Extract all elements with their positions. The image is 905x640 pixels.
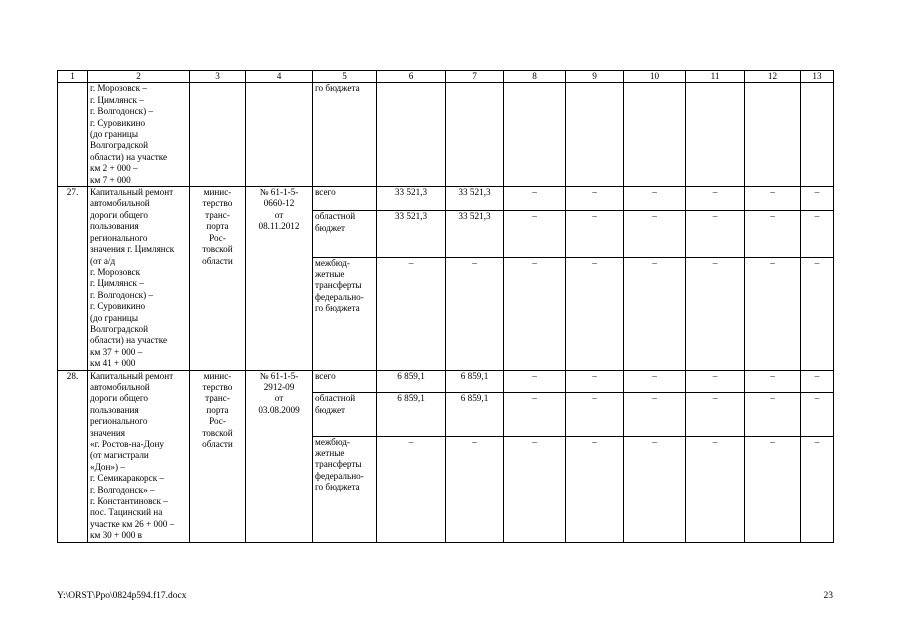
value-col-6: 6 859,1: [377, 370, 446, 393]
text-line: областной: [315, 393, 356, 404]
value-col-12: –: [745, 436, 801, 542]
text-line: терство: [202, 198, 233, 209]
value-col-8: –: [504, 436, 566, 542]
text-line: 2912-09: [263, 381, 295, 392]
text-line: Капитальный ремонт: [90, 187, 174, 198]
value-col-8: –: [504, 257, 566, 370]
object-name-cell: [88, 187, 190, 371]
text-line: км 30 + 000 в: [90, 530, 142, 541]
value-col-10: –: [624, 370, 686, 393]
text-line: порта: [206, 404, 229, 415]
header-cell-10: 10: [624, 71, 686, 83]
value-col-6: 33 521,3: [377, 187, 446, 211]
text-line: км 2 + 000 –: [90, 163, 138, 174]
header-cell-6: 6: [377, 71, 446, 83]
header-cell-12: 12: [745, 71, 801, 83]
object-name-cell: [88, 83, 190, 187]
header-cell-11: 11: [686, 71, 745, 83]
text-line: областной: [315, 211, 356, 222]
header-row: [58, 71, 834, 83]
value-col-13: –: [801, 211, 834, 257]
table-row: [58, 187, 834, 211]
text-line: (до границы: [90, 312, 138, 323]
text-line: № 61-1-5-: [259, 187, 299, 198]
value-cell: [446, 83, 504, 187]
text-line: Рос-: [209, 416, 226, 427]
funding-source-label: [313, 436, 377, 542]
value-col-6: –: [377, 436, 446, 542]
text-line: г. Волгодонск) –: [90, 106, 154, 117]
table-row: [58, 370, 834, 393]
text-line: трансферты: [315, 459, 362, 470]
value-col-10: –: [624, 211, 686, 257]
value-col-10: –: [624, 257, 686, 370]
text-line: минис-: [203, 370, 232, 381]
value-col-9: –: [566, 393, 624, 436]
value-cell: [801, 83, 834, 187]
text-line: области) на участке: [90, 335, 168, 346]
text-line: 03.08.2009: [258, 404, 300, 415]
value-col-12: –: [745, 187, 801, 211]
text-line: го бюджета: [315, 303, 360, 314]
text-line: Волгоградской: [90, 140, 149, 151]
text-line: пользования: [90, 404, 139, 415]
funding-source-label: [313, 211, 377, 257]
text-line: км 7 + 000: [90, 174, 131, 185]
text-line: г. Суровикино: [90, 117, 146, 128]
footer-page-number: 23: [823, 591, 833, 601]
text-line: порта: [206, 221, 229, 232]
footer-file-path: Y:\ORST\Ppo\0824p594.f17.docx: [57, 591, 187, 601]
value-col-6: 6 859,1: [377, 393, 446, 436]
text-line: «Дон») –: [90, 461, 125, 472]
text-line: дороги общего: [90, 393, 148, 404]
text-line: от: [274, 393, 284, 404]
row-number: 28.: [58, 370, 88, 542]
value-col-11: –: [686, 187, 745, 211]
text-line: значения: [90, 427, 126, 438]
text-line: г. Морозовск –: [90, 83, 147, 94]
text-line: км 41 + 000: [90, 358, 136, 369]
text-line: терство: [202, 381, 233, 392]
object-name-cell: [88, 370, 190, 542]
value-col-7: 6 859,1: [446, 393, 504, 436]
value-col-12: –: [745, 211, 801, 257]
value-col-9: –: [566, 257, 624, 370]
text-line: участке км 26 + 000 –: [90, 518, 175, 529]
text-line: межбюд-: [315, 257, 350, 268]
text-line: г. Цимлянск –: [90, 94, 144, 105]
text-line: № 61-1-5-: [259, 370, 299, 381]
value-col-7: –: [446, 257, 504, 370]
text-line: Капитальный ремонт: [90, 370, 174, 381]
row-number: 27.: [58, 187, 88, 371]
value-cell: [624, 83, 686, 187]
document-cell: [246, 83, 313, 187]
value-col-7: 6 859,1: [446, 370, 504, 393]
text-line: г. Суровикино: [90, 301, 146, 312]
value-col-8: –: [504, 393, 566, 436]
value-col-13: –: [801, 187, 834, 211]
text-line: км 37 + 000 –: [90, 346, 143, 357]
value-col-10: –: [624, 393, 686, 436]
text-line: трансферты: [315, 280, 362, 291]
value-col-8: –: [504, 211, 566, 257]
value-col-10: –: [624, 436, 686, 542]
text-line: жетные: [315, 448, 345, 459]
text-line: дороги общего: [90, 209, 148, 220]
ministry-cell: [190, 83, 246, 187]
budget-table: [57, 70, 834, 543]
funding-source-label: [313, 187, 377, 211]
text-line: автомобильной: [90, 381, 150, 392]
value-col-9: –: [566, 370, 624, 393]
header-cell-5: 5: [313, 71, 377, 83]
funding-source-label: [313, 370, 377, 393]
text-line: г. Волгодонск) –: [90, 289, 154, 300]
text-line: 0660-12: [263, 198, 295, 209]
value-col-11: –: [686, 393, 745, 436]
value-col-11: –: [686, 436, 745, 542]
text-line: транс-: [205, 393, 230, 404]
value-col-13: –: [801, 393, 834, 436]
value-col-8: –: [504, 370, 566, 393]
text-line: автомобильной: [90, 198, 150, 209]
funding-source-label: [313, 393, 377, 436]
text-line: (от а/д: [90, 255, 116, 266]
text-line: значения г. Цимлянск: [90, 244, 175, 255]
text-line: «г. Ростов-на-Дону: [90, 439, 165, 449]
value-col-12: –: [745, 257, 801, 370]
text-line: г. Константиновск –: [90, 496, 168, 507]
value-col-9: –: [566, 436, 624, 542]
value-cell: [745, 83, 801, 187]
value-col-7: 33 521,3: [446, 187, 504, 211]
text-line: бюджет: [315, 222, 346, 233]
value-col-6: –: [377, 257, 446, 370]
text-line: транс-: [205, 209, 230, 220]
value-cell: [504, 83, 566, 187]
text-line: федерально-: [315, 470, 364, 481]
header-cell-1: 1: [58, 71, 88, 83]
text-line: от: [274, 209, 284, 220]
text-line: всего: [315, 187, 336, 198]
ministry-cell: [190, 187, 246, 371]
text-line: Волгоградской: [90, 323, 149, 334]
text-line: го бюджета: [315, 482, 360, 493]
header-cell-4: 4: [246, 71, 313, 83]
header-cell-13: 13: [801, 71, 834, 83]
document-cell: [246, 370, 313, 542]
ministry-cell: [190, 370, 246, 542]
text-line: регионального: [90, 232, 148, 243]
value-col-13: –: [801, 257, 834, 370]
text-line: товской: [202, 244, 233, 255]
value-col-7: –: [446, 436, 504, 542]
row-number-cell: [58, 83, 88, 187]
continued-row: [58, 83, 834, 187]
text-line: г. Цимлянск –: [90, 278, 144, 289]
header-cell-7: 7: [446, 71, 504, 83]
value-col-8: –: [504, 187, 566, 211]
text-line: бюджет: [315, 404, 346, 415]
value-col-9: –: [566, 211, 624, 257]
header-cell-3: 3: [190, 71, 246, 83]
text-line: регионального: [90, 416, 148, 427]
text-line: пользования: [90, 221, 139, 232]
value-col-12: –: [745, 393, 801, 436]
text-line: области: [202, 255, 233, 266]
value-cell: [566, 83, 624, 187]
value-col-13: –: [801, 436, 834, 542]
text-line: минис-: [203, 187, 232, 198]
value-col-9: –: [566, 187, 624, 211]
value-col-10: –: [624, 187, 686, 211]
source-cell: го бюджета: [313, 83, 377, 187]
text-line: Рос-: [209, 232, 226, 243]
value-col-12: –: [745, 370, 801, 393]
document-cell: [246, 187, 313, 371]
text-line: жетные: [315, 268, 345, 279]
header-cell-2: 2: [88, 71, 190, 83]
value-cell: [377, 83, 446, 187]
value-col-11: –: [686, 211, 745, 257]
text-line: г. Морозовск: [90, 266, 141, 277]
text-line: области) на участке: [90, 151, 168, 162]
text-line: товской: [202, 427, 233, 438]
text-line: 08.11.2012: [258, 221, 300, 232]
funding-source-label: [313, 257, 377, 370]
value-col-6: 33 521,3: [377, 211, 446, 257]
text-line: пос. Тацинский на: [90, 507, 163, 518]
text-line: межбюд-: [315, 436, 350, 447]
text-line: г. Волгодонск» –: [90, 484, 155, 495]
text-line: федерально-: [315, 291, 364, 302]
text-line: г. Семикаракорск –: [90, 473, 165, 484]
text-line: (от магистрали: [90, 450, 149, 461]
value-col-7: 33 521,3: [446, 211, 504, 257]
text-line: области: [202, 439, 233, 449]
value-col-11: –: [686, 370, 745, 393]
value-col-11: –: [686, 257, 745, 370]
text-line: (до границы: [90, 129, 138, 140]
header-cell-8: 8: [504, 71, 566, 83]
header-cell-9: 9: [566, 71, 624, 83]
value-col-13: –: [801, 370, 834, 393]
value-cell: [686, 83, 745, 187]
text-line: всего: [315, 370, 336, 381]
